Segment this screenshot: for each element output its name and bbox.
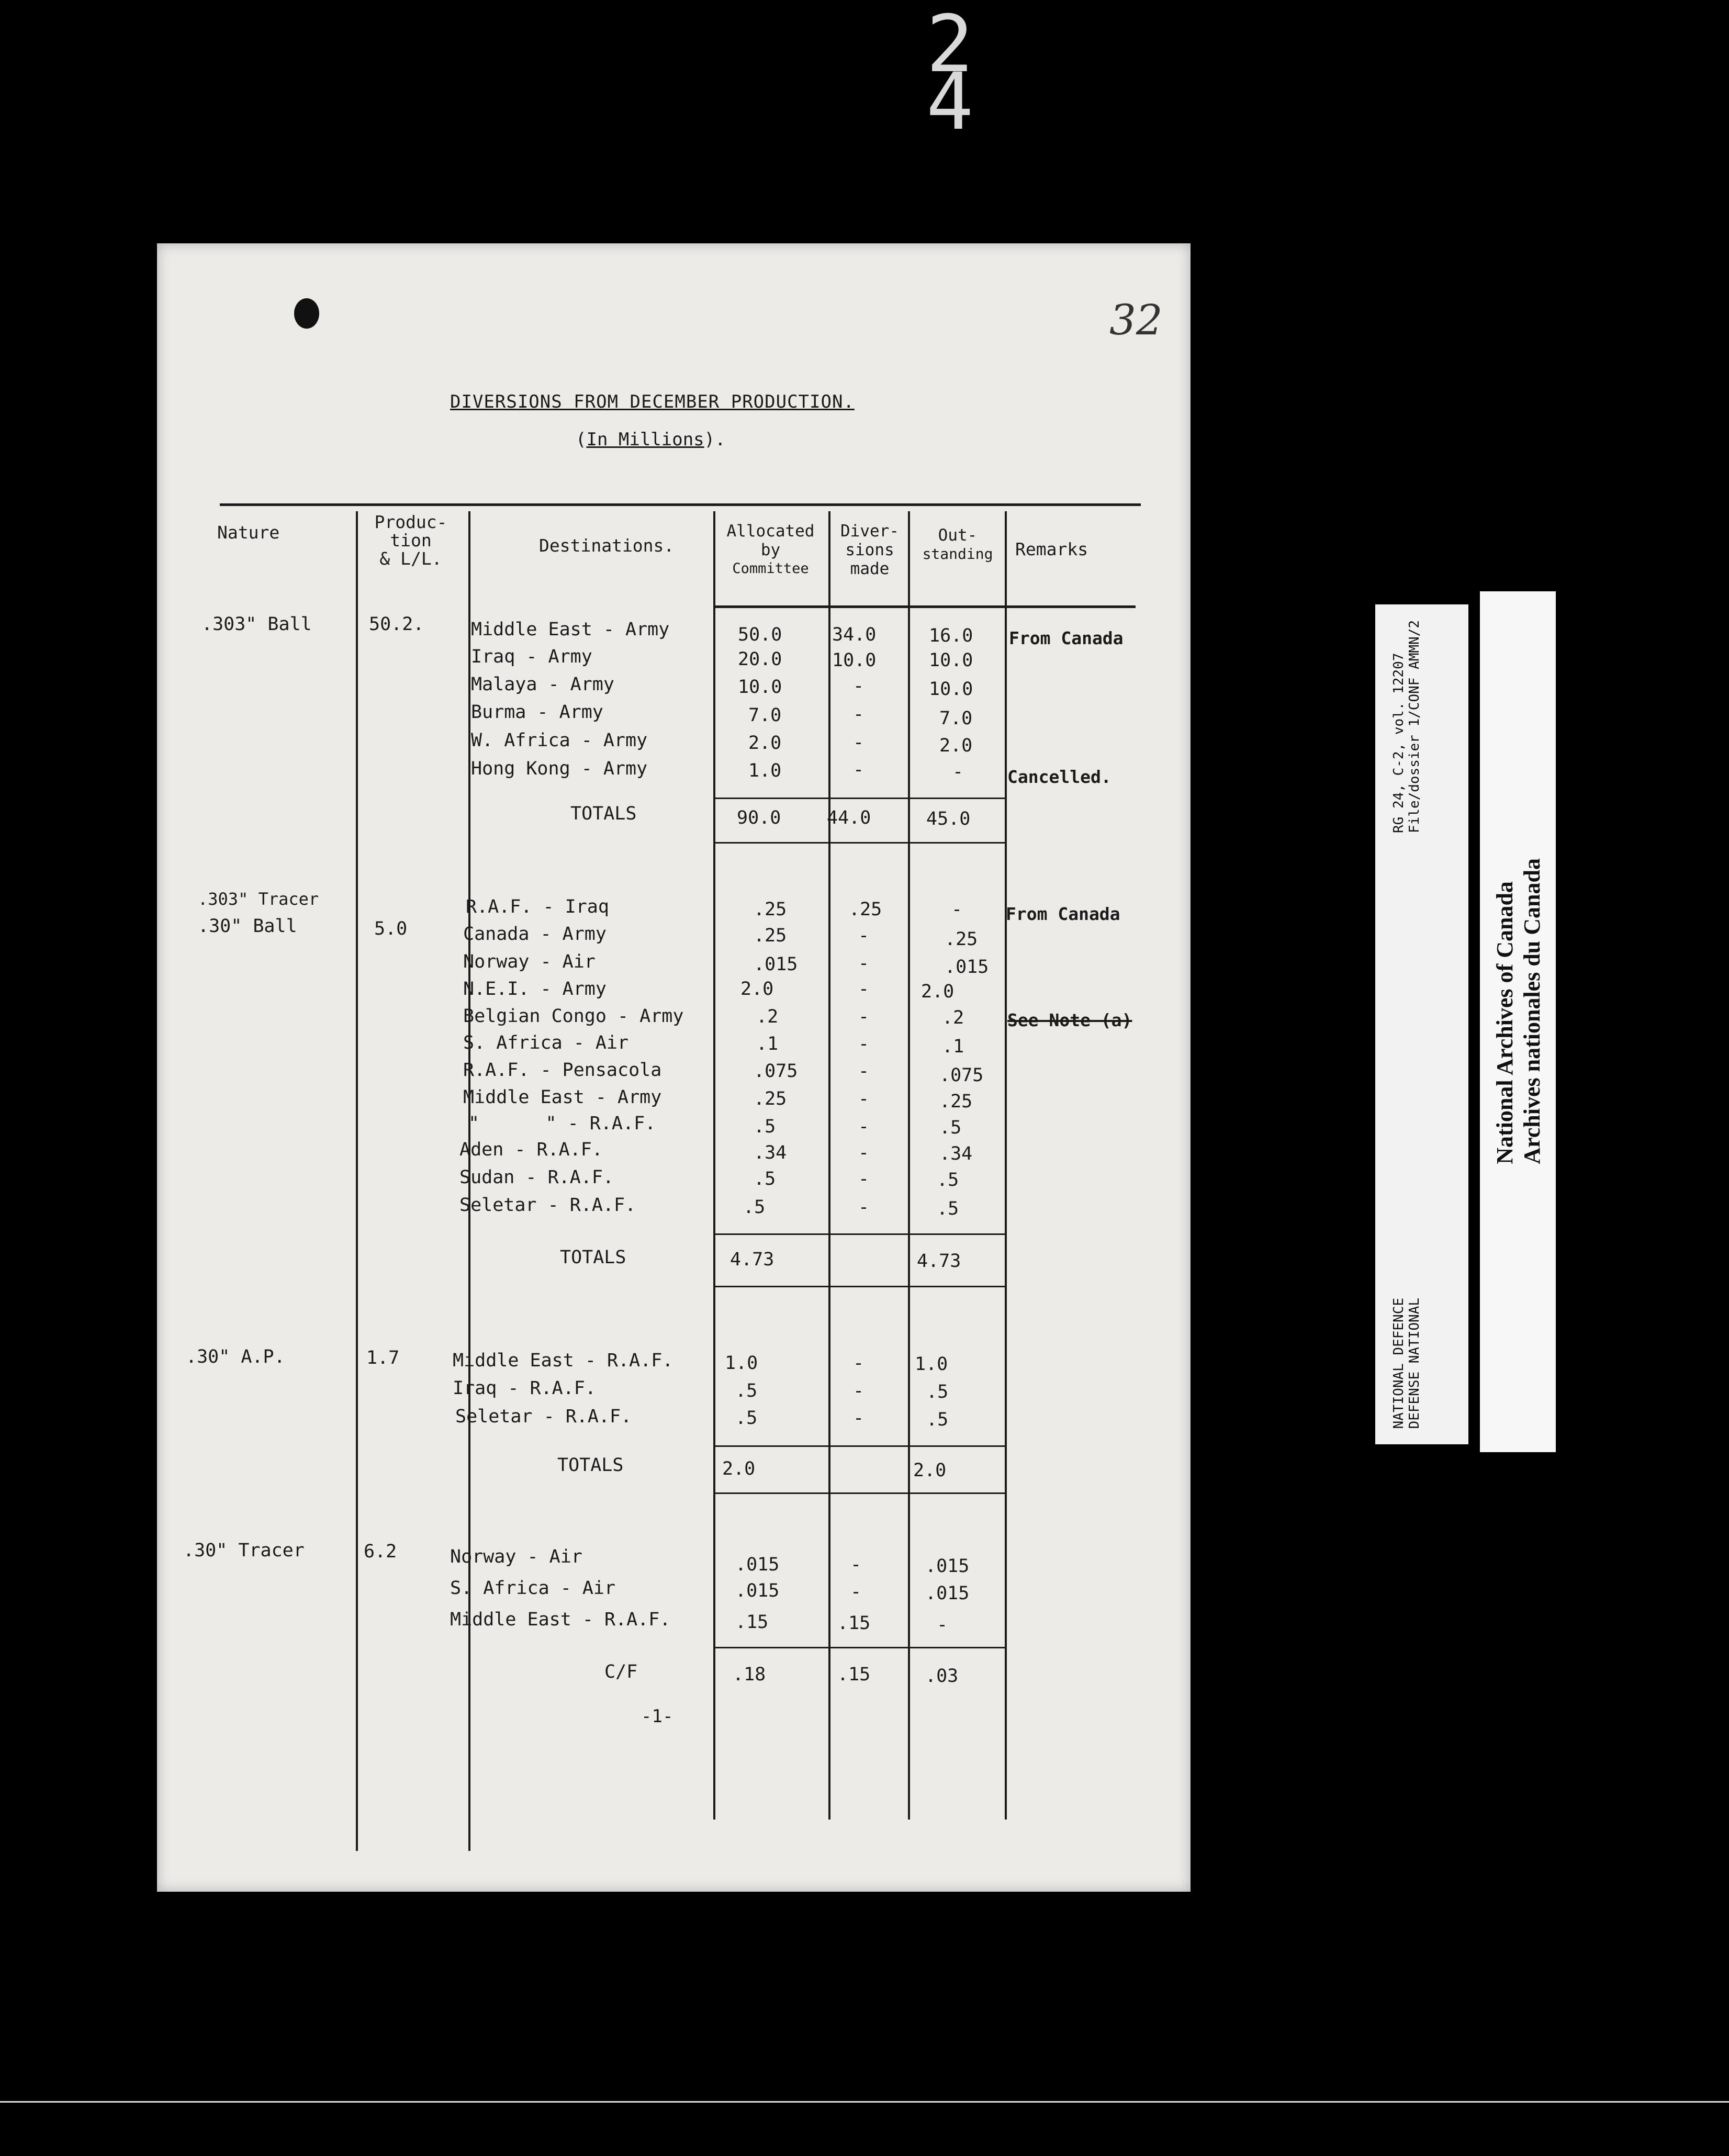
column-rule-production xyxy=(356,511,358,1851)
totals-rule-3-top xyxy=(713,1445,1005,1447)
g1-r4-destination: Burma - Army xyxy=(471,702,603,723)
g2-r11-destination: Sudan - R.A.F. xyxy=(459,1167,614,1188)
g4-r2-allocated: .015 xyxy=(735,1580,780,1601)
header-production-2: tion xyxy=(390,530,432,551)
g3-r1-destination: Middle East - R.A.F. xyxy=(453,1350,673,1371)
g3-r1-allocated: 1.0 xyxy=(725,1353,758,1374)
column-rule-remarks xyxy=(1005,511,1007,1820)
g4-r3-diversions: .15 xyxy=(837,1613,871,1634)
g1-r2-outstanding: 10.0 xyxy=(929,650,973,671)
document-subtitle: (In Millions). xyxy=(576,429,726,450)
g3-r3-outstanding: .5 xyxy=(926,1409,949,1430)
g2-r12-destination: Seletar - R.A.F. xyxy=(459,1195,636,1216)
g1-r5-allocated: 2.0 xyxy=(748,733,782,754)
g1-r1-allocated: 50.0 xyxy=(738,624,782,645)
g2-r4-destination: N.E.I. - Army xyxy=(463,979,607,1000)
g1-r2-diversions: 10.0 xyxy=(832,650,877,671)
header-allocated-3: Committee xyxy=(732,560,809,577)
g4-r3-allocated: .15 xyxy=(735,1612,769,1633)
header-allocated-1: Allocated xyxy=(726,522,815,541)
g4-cf-allocated: .18 xyxy=(733,1664,766,1685)
g2-r5-allocated: .2 xyxy=(756,1006,779,1027)
g4-cf-label: C/F xyxy=(604,1661,638,1682)
g2-r8-diversions: - xyxy=(858,1088,870,1109)
g1-r1-remarks: From Canada xyxy=(1009,628,1124,648)
g2-r1-destination: R.A.F. - Iraq xyxy=(466,896,609,917)
g2-r10-outstanding: .34 xyxy=(939,1143,973,1164)
header-outstanding-1: Out- xyxy=(938,526,978,545)
g2-r12-allocated: .5 xyxy=(743,1197,766,1218)
archive-reference-label xyxy=(1375,604,1468,1444)
group-4-nature: .30" Tracer xyxy=(183,1540,305,1561)
g4-r1-allocated: .015 xyxy=(735,1554,780,1575)
g2-r6-destination: S. Africa - Air xyxy=(463,1032,629,1053)
g2-r4-outstanding: 2.0 xyxy=(921,981,955,1002)
archives-name-text: National Archives of Canada Archives nationales du Canada xyxy=(1492,858,1545,1164)
ink-blot xyxy=(294,298,319,329)
handwritten-page-number: 32 xyxy=(1109,296,1163,344)
g1-r4-allocated: 7.0 xyxy=(748,705,782,726)
g1-totals-allocated: 90.0 xyxy=(737,807,781,828)
carry-forward-rule xyxy=(713,1647,1005,1648)
group-1-nature: .303" Ball xyxy=(201,614,312,635)
g1-r4-diversions: - xyxy=(853,704,865,725)
g2-r5-diversions: - xyxy=(858,1006,870,1027)
g2-r10-allocated: .34 xyxy=(754,1142,787,1163)
g2-r2-outstanding: .25 xyxy=(945,929,978,950)
g2-r10-destination: Aden - R.A.F. xyxy=(459,1139,603,1160)
g2-totals-outstanding: 4.73 xyxy=(917,1251,961,1272)
g3-r1-diversions: - xyxy=(853,1353,865,1374)
group-1-production: 50.2. xyxy=(369,614,424,635)
g3-r2-destination: Iraq - R.A.F. xyxy=(453,1378,596,1399)
g2-r6-diversions: - xyxy=(858,1034,870,1054)
g3-totals-outstanding: 2.0 xyxy=(913,1460,947,1481)
header-remarks: Remarks xyxy=(1015,539,1088,559)
g2-r7-diversions: - xyxy=(858,1061,870,1082)
g2-r9-allocated: .5 xyxy=(754,1116,776,1137)
g2-r1-diversions: .25 xyxy=(849,899,882,920)
table-top-rule xyxy=(220,503,1141,506)
g3-totals-label: TOTALS xyxy=(557,1455,624,1476)
group-3-production: 1.7 xyxy=(366,1347,400,1368)
g2-totals-label: TOTALS xyxy=(560,1247,626,1268)
g1-r6-outstanding: - xyxy=(952,761,964,782)
g2-r5-remarks: See Note (a) xyxy=(1007,1010,1132,1030)
g2-r7-allocated: .075 xyxy=(754,1061,798,1082)
g3-r3-destination: Seletar - R.A.F. xyxy=(455,1406,632,1427)
g2-r1-outstanding: - xyxy=(951,899,963,920)
g2-r11-allocated: .5 xyxy=(754,1169,776,1189)
totals-rule-1-top xyxy=(713,798,1005,799)
g2-r12-diversions: - xyxy=(858,1197,870,1218)
g1-r2-destination: Iraq - Army xyxy=(471,646,592,667)
g2-r8-destination: Middle East - Army xyxy=(463,1087,662,1108)
film-edge-line xyxy=(0,2101,1729,2103)
column-rule-allocated xyxy=(713,511,715,1820)
g1-r5-outstanding: 2.0 xyxy=(939,735,973,756)
table-header-rule xyxy=(713,605,1136,608)
g2-r1-allocated: .25 xyxy=(754,899,787,920)
g2-r7-outstanding: .075 xyxy=(939,1065,984,1086)
g4-r2-diversions: - xyxy=(850,1581,862,1602)
g2-r4-diversions: - xyxy=(858,979,870,1000)
g3-r2-diversions: - xyxy=(853,1380,865,1401)
g1-r2-allocated: 20.0 xyxy=(738,649,782,670)
g4-r3-destination: Middle East - R.A.F. xyxy=(450,1609,671,1630)
g1-r5-destination: W. Africa - Army xyxy=(471,730,648,751)
g2-r2-destination: Canada - Army xyxy=(463,924,607,945)
g2-r7-destination: R.A.F. - Pensacola xyxy=(463,1060,662,1081)
g2-r3-diversions: - xyxy=(858,953,870,974)
g2-r9-diversions: - xyxy=(858,1116,870,1137)
header-production-3: & L/L. xyxy=(379,548,442,569)
g2-r1-remarks: From Canada xyxy=(1006,904,1120,924)
g2-r11-diversions: - xyxy=(858,1169,870,1189)
totals-rule-2-bottom xyxy=(713,1286,1005,1287)
page-footer-number: -1- xyxy=(641,1706,673,1727)
group-2-production: 5.0 xyxy=(374,918,408,939)
g1-r3-diversions: - xyxy=(853,676,865,697)
g1-r6-remarks: Cancelled. xyxy=(1007,767,1112,787)
g1-totals-outstanding: 45.0 xyxy=(926,808,971,829)
header-allocated-2: by xyxy=(760,541,781,559)
g1-r3-allocated: 10.0 xyxy=(738,677,782,698)
group-2-nature-2: .30" Ball xyxy=(198,916,297,937)
header-nature: Nature xyxy=(217,522,280,543)
group-3-nature: .30" A.P. xyxy=(186,1346,285,1367)
column-rule-outstanding xyxy=(908,511,910,1820)
g2-r12-outstanding: .5 xyxy=(937,1198,959,1219)
g1-totals-diversions: 44.0 xyxy=(827,807,871,828)
header-production-1: Produc- xyxy=(374,512,447,532)
g4-cf-outstanding: .03 xyxy=(925,1666,959,1687)
g1-r4-outstanding: 7.0 xyxy=(939,708,973,729)
g3-r3-allocated: .5 xyxy=(735,1408,758,1429)
g1-r6-destination: Hong Kong - Army xyxy=(471,758,648,779)
g2-r3-allocated: .015 xyxy=(754,954,798,975)
g2-r5-outstanding: .2 xyxy=(942,1007,964,1028)
header-diversions-2: sions xyxy=(845,541,894,559)
document-page xyxy=(157,243,1191,1892)
g2-r9-destination: " " - R.A.F. xyxy=(468,1113,656,1134)
g2-r3-destination: Norway - Air xyxy=(463,951,596,972)
g4-r2-outstanding: .015 xyxy=(925,1583,970,1604)
g2-r8-outstanding: .25 xyxy=(939,1091,973,1112)
header-destinations: Destinations. xyxy=(539,535,675,556)
g2-r3-outstanding: .015 xyxy=(945,957,989,978)
g1-r3-destination: Malaya - Army xyxy=(471,674,614,695)
g2-r10-diversions: - xyxy=(858,1142,870,1163)
g1-r1-diversions: 34.0 xyxy=(832,624,877,645)
group-2-nature: .303" Tracer xyxy=(198,889,319,909)
g2-r11-outstanding: .5 xyxy=(937,1170,959,1191)
g1-r5-diversions: - xyxy=(853,732,865,753)
g2-r6-outstanding: .1 xyxy=(942,1036,964,1057)
totals-rule-1-bottom xyxy=(713,842,1005,844)
g3-r2-outstanding: .5 xyxy=(926,1382,949,1402)
g3-r1-outstanding: 1.0 xyxy=(915,1354,948,1375)
department-text: NATIONAL DEFENCE DEFENSE NATIONAL xyxy=(1391,1297,1422,1429)
g1-r1-destination: Middle East - Army xyxy=(471,619,670,640)
g1-totals-label: TOTALS xyxy=(570,803,637,824)
g3-r3-diversions: - xyxy=(853,1408,865,1429)
frame-number: 2 4 xyxy=(926,0,995,148)
g4-r3-outstanding: - xyxy=(937,1614,948,1635)
g1-r6-allocated: 1.0 xyxy=(748,760,782,781)
g1-r6-diversions: - xyxy=(853,759,865,780)
g2-r9-outstanding: .5 xyxy=(939,1117,962,1138)
archives-name-label xyxy=(1480,591,1556,1452)
g3-totals-allocated: 2.0 xyxy=(722,1458,756,1479)
g1-r1-outstanding: 16.0 xyxy=(929,625,973,646)
header-diversions-3: made xyxy=(850,559,890,578)
g4-r1-outstanding: .015 xyxy=(925,1556,970,1577)
g2-r2-diversions: - xyxy=(858,925,870,946)
archive-reference-text: RG 24, C-2, vol. 12207 File/dossier 1/CONF AMMN/2 xyxy=(1391,620,1422,833)
header-diversions-1: Diver- xyxy=(840,522,899,541)
g2-r5-destination: Belgian Congo - Army xyxy=(463,1006,684,1027)
g2-r6-allocated: .1 xyxy=(756,1034,779,1054)
g2-r4-allocated: 2.0 xyxy=(740,979,774,1000)
g2-r8-allocated: .25 xyxy=(754,1088,787,1109)
g3-r2-allocated: .5 xyxy=(735,1380,758,1401)
group-4-production: 6.2 xyxy=(364,1541,397,1562)
totals-rule-2-top xyxy=(713,1233,1005,1235)
g4-r1-diversions: - xyxy=(850,1554,862,1575)
column-rule-diversions xyxy=(828,511,830,1820)
g2-totals-allocated: 4.73 xyxy=(730,1249,774,1270)
g2-r2-allocated: .25 xyxy=(754,925,787,946)
document-title: DIVERSIONS FROM DECEMBER PRODUCTION. xyxy=(450,391,855,412)
g4-cf-diversions: .15 xyxy=(837,1664,871,1685)
header-outstanding-2: standing xyxy=(922,545,993,563)
totals-rule-3-bottom xyxy=(713,1492,1005,1494)
g4-r2-destination: S. Africa - Air xyxy=(450,1578,616,1599)
g4-r1-destination: Norway - Air xyxy=(450,1546,582,1567)
g1-r3-outstanding: 10.0 xyxy=(929,679,973,700)
